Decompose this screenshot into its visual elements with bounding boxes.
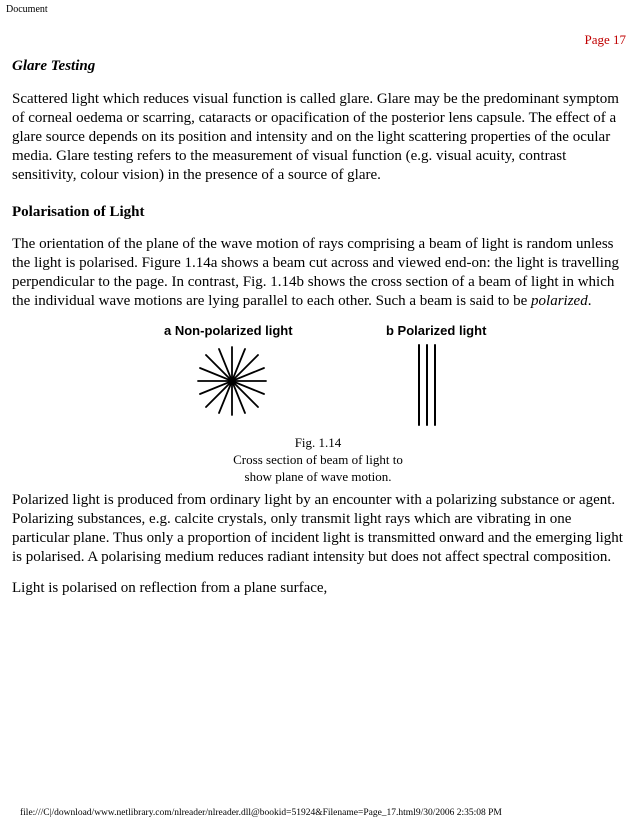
polarisation-paragraph-text: The orientation of the plane of the wave motion of rays comprising a beam of light is random unless the light is polarised. Figure 1.14a shows a beam cut across and viewed end-on: the light is travelling perpendicular to the page. In contrast, Fig. 1.14b shows the cross section of a beam of light in which the individual wave motions are lying parallel to each other. Such a beam is said to be	[12, 236, 619, 309]
reflection-paragraph: Light is polarised on reflection from a plane surface,	[12, 580, 328, 596]
file-path-footer: file:///C|/download/www.netlibrary.com/nlreader/nlreader.dll@bookid=51924&Filename=Page_17.html9/30/2006 2:35:08 PM	[20, 808, 502, 818]
non-polarized-light-diagram	[192, 341, 272, 421]
figure-caption-number: Fig. 1.14	[294, 435, 342, 450]
polarisation-paragraph	[12, 235, 624, 311]
figure-caption-line2: Cross section of beam of light to	[233, 452, 403, 467]
figure-caption	[12, 434, 624, 485]
polarized-emphasis: polarized	[531, 293, 588, 309]
figure-label-b: b Polarized light	[386, 323, 487, 338]
page-number: Page 17	[584, 32, 626, 47]
polarisation-heading: Polarisation of Light	[12, 204, 145, 220]
polarized-production-paragraph: Polarized light is produced from ordinary light by an encounter with a polarizing substance or agent. Polarizing substances, e.g. calcite crystals, only transmit light rays which are vibrating in one particular plane. Thus only a proportion of incident light is transmitted onward and the emerging light is polarised. A polarising medium reduces radiant intensity but does not affect spectral composition.	[12, 492, 623, 565]
glare-testing-heading: Glare Testing	[12, 58, 96, 74]
figure-1-14	[12, 321, 624, 491]
glare-testing-paragraph: Scattered light which reduces visual function is called glare. Glare may be the predominant symptom of corneal oedema or scarring, cataracts or opacification of the posterior lens capsule. The effect of a glare source depends on its position and intensity and on the light scattering properties of the ocular media. Glare testing refers to the measurement of visual function (e.g. visual acuity, contrast sensitivity, colour vision) in the presence of a source of glare.	[12, 91, 619, 183]
figure-label-a: a Non-polarized light	[164, 323, 293, 338]
polarized-light-diagram	[414, 343, 444, 427]
document-label: Document	[6, 4, 48, 15]
figure-caption-line3: show plane of wave motion.	[244, 469, 392, 484]
page-content	[12, 57, 624, 610]
polarisation-paragraph-end: .	[587, 293, 592, 309]
